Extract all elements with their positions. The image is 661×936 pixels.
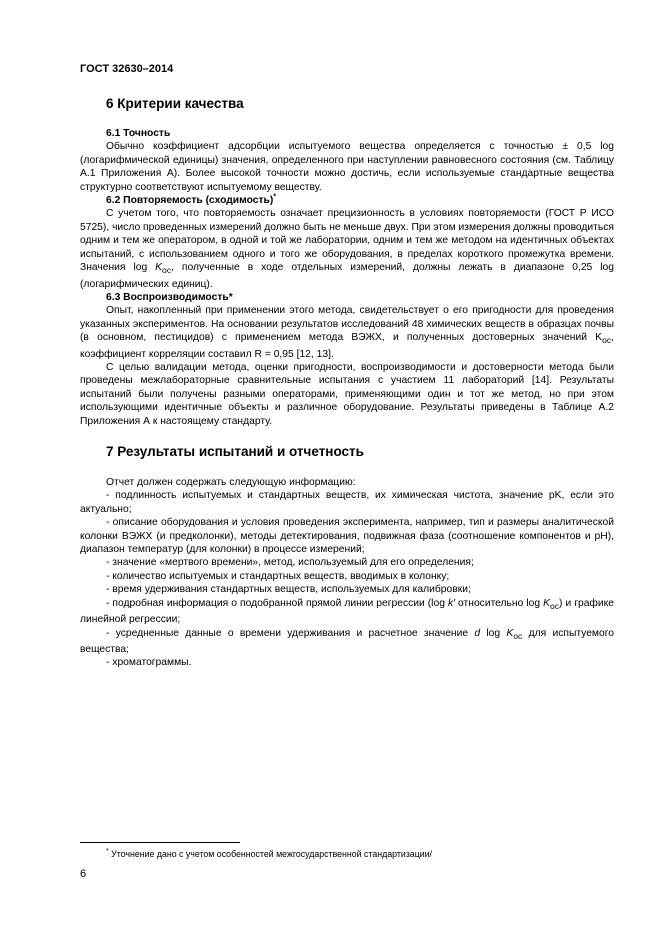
subscript: oc <box>602 335 612 346</box>
list-item: - количество испытуемых и стандартных веществ, вводимых в колонку; <box>106 570 450 582</box>
symbol-k: K <box>155 262 163 274</box>
list-item: - время удерживания стандартных веществ, используемых для калибровки; <box>106 584 471 596</box>
symbol-k: K <box>506 627 514 639</box>
subsection-6-2-label: 6.2 Повторяемость (сходимость) <box>106 195 274 207</box>
text-run: С учетом того, что повторяемость означает прецизионность в условиях повторяемости (ГОСТ Р ИСО 5725), число проведенных измерений должно быть не меньше двух. При этом измерения должны проводиться одним и тем же оператором, в одной и той же лаборатории, одним и тем же методом на идентичных объектах испытаний, с использованием одного и того же оборудования, в пределах короткого промежутка времени. Значения log <box>80 208 614 274</box>
subscript: oc <box>549 600 560 611</box>
list-item: - хроматограммы. <box>106 657 192 669</box>
text-run: log <box>480 627 507 639</box>
symbol-d: d <box>474 627 481 639</box>
section-6-title: 6 Критерии качества <box>106 96 244 111</box>
subscript: oc <box>513 630 523 641</box>
list-item <box>80 627 614 657</box>
list-item: - подлинность испытуемых и стандартных веществ, их химическая чистота, значение pK, если это актуально; <box>80 490 614 515</box>
footnote-ref: * <box>273 193 277 201</box>
text-run: , полученные в ходе отдельных измерений, должны лежать в диапазоне 0,25 log (логарифмических единиц). <box>80 262 614 290</box>
paragraph-reproducibility-1 <box>80 304 614 361</box>
text-run: для испытуемого вещества; <box>80 627 614 655</box>
subscript: oc <box>162 265 172 276</box>
symbol-k: K <box>543 597 550 609</box>
footnote-divider <box>80 842 240 843</box>
text-run: - усредненные данные о времени удерживания и расчетное значение <box>106 627 475 639</box>
text-run: , коэффициент корреляции составил R = 0,95 [12, 13]. <box>80 332 614 360</box>
document-header: ГОСТ 32630–2014 <box>80 63 174 75</box>
footnote-mark: * <box>106 848 109 856</box>
section-7-title: 7 Результаты испытаний и отчетность <box>106 444 364 460</box>
subsection-6-2-title <box>106 194 614 207</box>
subsection-6-3-title: 6.3 Воспроизводимость* <box>106 291 233 303</box>
paragraph-reproducibility-2: С целью валидации метода, оценки пригодности, воспроизводимости и достоверности метода были проведены межлабораторные сравнительные испытания с участием 11 лабораторий [14]. Результаты испытаний были получены разными операторами, применяющими один и тот же метод, но при этом использующими идентичные объекты и различное оборудование. Результаты приведены в Таблице А.2 Приложения А к настоящему стандарту. <box>80 362 614 427</box>
page-body <box>80 96 614 670</box>
list-item <box>80 597 614 627</box>
footnote <box>106 849 432 859</box>
symbol-k-prime: k′ <box>447 597 456 609</box>
footnote-text: Уточнение дано с учетом особенностей межгосударственной стандартизации/ <box>108 849 432 859</box>
text-run: - подробная информация о подобранной прямой линии регрессии (log <box>106 597 448 609</box>
list-item: - значение «мертвого времени», метод, используемый для его определения; <box>106 557 474 569</box>
paragraph-accuracy: Обычно коэффициент адсорбции испытуемого вещества определяется с точностью ± 0,5 log (логарифмической единицы) значения, определенного при наступлении равновесного состояния (см. Таблицу А.1 Приложения А). Более высокой точности можно достичь, если используемые стандартные вещества структурно соответствуют испытуемому веществу. <box>80 141 614 193</box>
page-number: 6 <box>80 868 87 880</box>
list-item: - описание оборудования и условия проведения эксперимента, например, тип и размеры аналитической колонки ВЭЖХ (и предколонки), методы детектирования, подвижная фаза (соотношение компонентов и pH), диапазон температур (для колонки) в процессе измерений; <box>80 517 614 556</box>
text-run: ) и графике линейной регрессии; <box>80 597 615 626</box>
report-lead: Отчет должен содержать следующую информацию: <box>106 477 356 489</box>
subsection-6-1-title: 6.1 Точность <box>106 128 171 139</box>
text-run: относительно log <box>455 597 544 609</box>
text-run: Опыт, накопленный при применении этого метода, свидетельствует о его пригодности для проведения указанных экспериментов. На основании результатов исследований 48 химических веществ в образцах почвы (в основном, пестицидов) с применением метода ВЭЖХ, и полученных достоверных значений K <box>80 305 614 344</box>
paragraph-repeatability <box>80 207 614 290</box>
